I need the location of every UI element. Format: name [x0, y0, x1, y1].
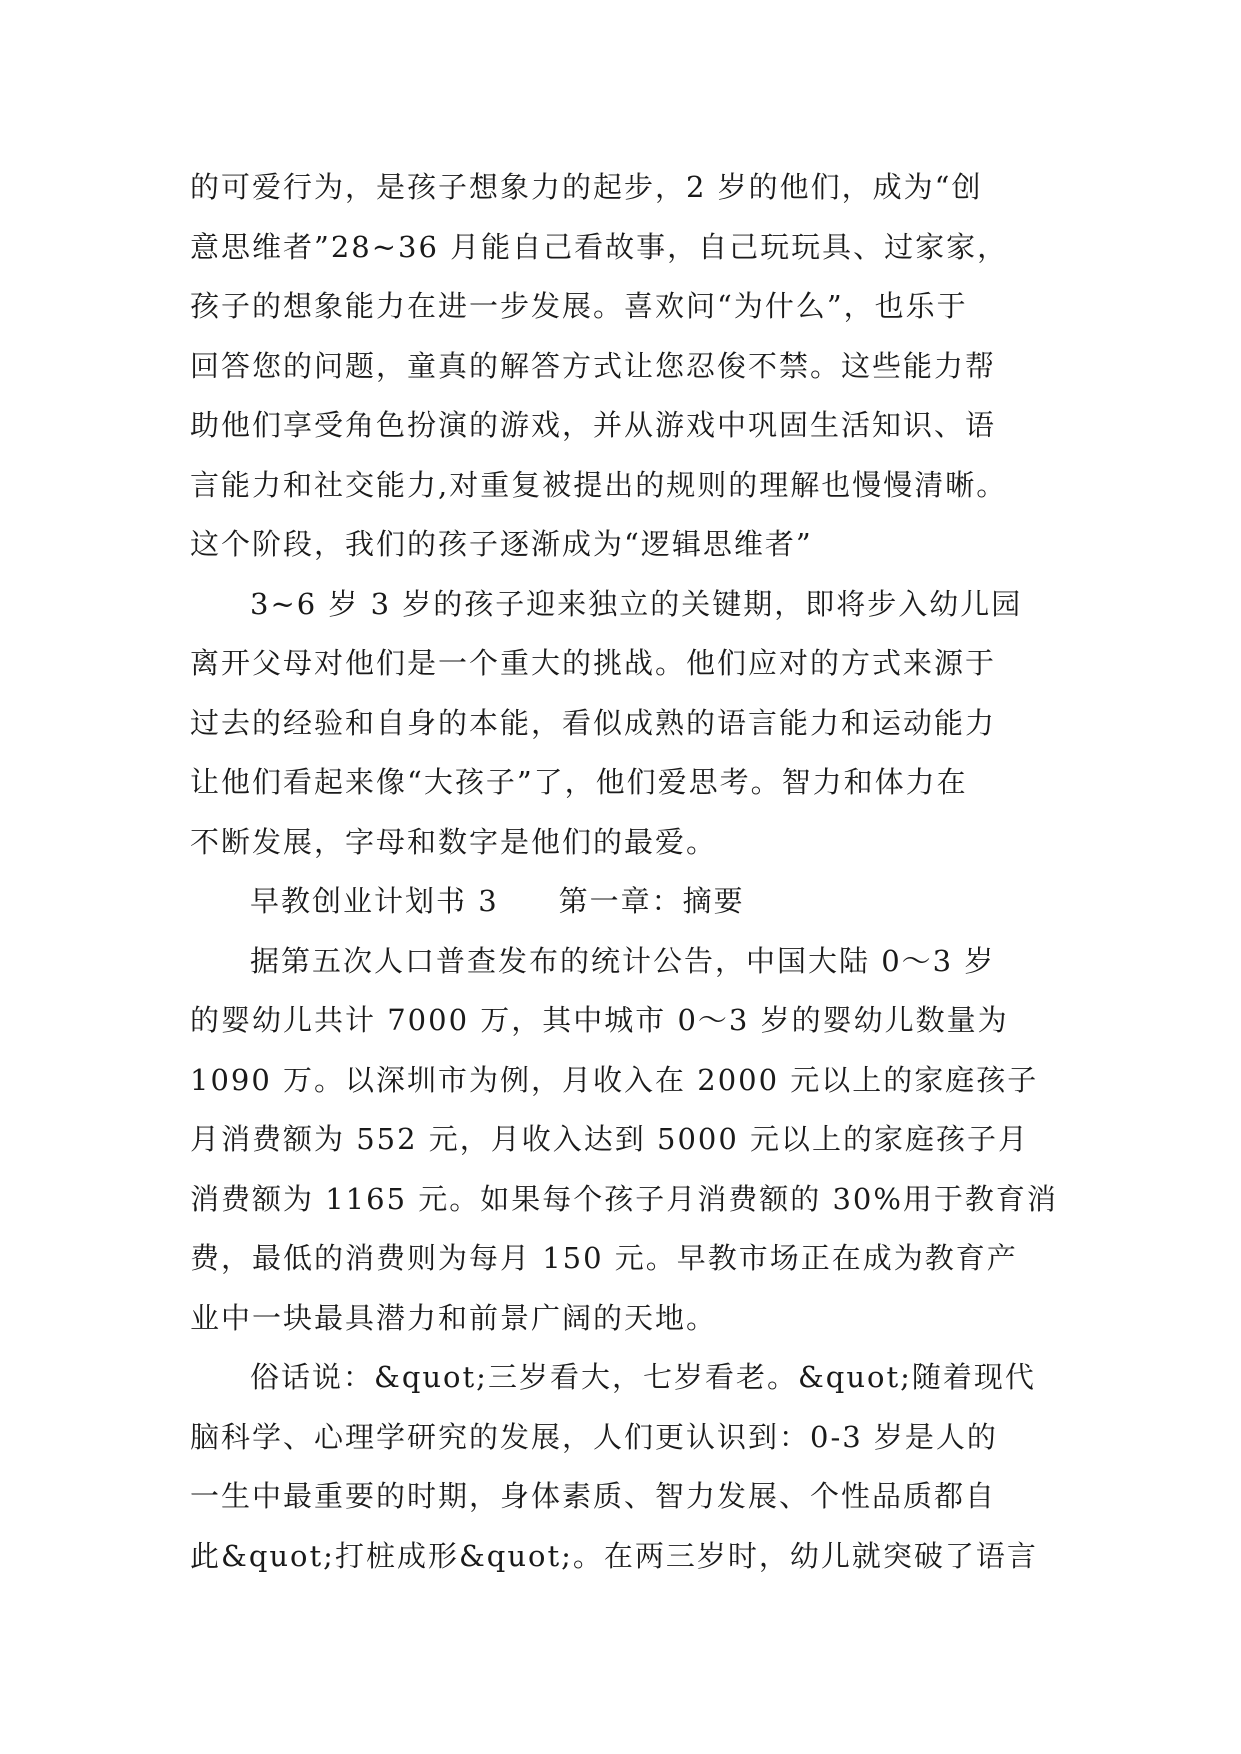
text-line: 意思维者”28~36 月能自己看故事，自己玩玩具、过家家，	[190, 229, 1009, 264]
chapter-title: 第一章：摘要	[558, 884, 745, 918]
text-line: 过去的经验和自身的本能，看似成熟的语言能力和运动能力	[190, 705, 997, 740]
paragraph-child-imagination	[190, 158, 1060, 575]
paragraph-proverb	[190, 1348, 1060, 1586]
text-line: 助他们享受角色扮演的游戏，并从游戏中巩固生活知识、语	[190, 408, 997, 442]
document-body	[190, 158, 1060, 1586]
text-line: 离开父母对他们是一个重大的挑战。他们应对的方式来源于	[190, 646, 997, 680]
text-line: 不断发展，字母和数字是他们的最爱。	[190, 824, 718, 859]
text-line: 业中一块最具潜力和前景广阔的天地。	[190, 1300, 718, 1335]
text-line: 消费额为 1165 元。如果每个孩子月消费额的 30%用于教育消	[190, 1181, 1058, 1216]
text-line: 让他们看起来像“大孩子”了，他们爱思考。智力和体力在	[190, 765, 968, 799]
paragraph-census-statistics	[190, 932, 1060, 1349]
text-line: 的婴幼儿共计 7000 万，其中城市 0～3 岁的婴幼儿数量为	[190, 1003, 1009, 1037]
text-line: 俗话说：&quot;三岁看大，七岁看老。&quot;随着现代	[250, 1360, 1036, 1394]
paragraph-age-3-6	[190, 575, 1060, 873]
text-line: 言能力和社交能力,对重复被提出的规则的理解也慢慢清晰。	[190, 467, 1008, 502]
text-line: 一生中最重要的时期，身体素质、智力发展、个性品质都自	[190, 1479, 997, 1513]
text-line: 此&quot;打桩成形&quot;。在两三岁时，幼儿就突破了语言	[190, 1538, 1038, 1573]
text-line: 3~6 岁 3 岁的孩子迎来独立的关键期，即将步入幼儿园	[250, 586, 1023, 621]
text-line: 回答您的问题，童真的解答方式让您忍俊不禁。这些能力帮	[190, 348, 997, 383]
text-line: 孩子的想象能力在进一步发展。喜欢问“为什么”，也乐于	[190, 289, 968, 323]
text-line: 脑科学、心理学研究的发展，人们更认识到：0-3 岁是人的	[190, 1419, 998, 1454]
text-line: 费，最低的消费则为每月 150 元。早教市场正在成为教育产	[190, 1241, 1018, 1275]
text-line: 这个阶段，我们的孩子逐渐成为“逻辑思维者”	[190, 527, 813, 561]
text-line: 月消费额为 552 元，月收入达到 5000 元以上的家庭孩子月	[190, 1122, 1030, 1156]
text-line: 1090 万。以深圳市为例，月收入在 2000 元以上的家庭孩子	[190, 1062, 1039, 1097]
text-line: 据第五次人口普查发布的统计公告，中国大陆 0～3 岁	[250, 943, 996, 978]
text-line: 的可爱行为，是孩子想象力的起步，2 岁的他们，成为“创	[190, 170, 983, 204]
section-heading	[190, 872, 1060, 932]
section-title: 早教创业计划书 3	[250, 884, 499, 918]
